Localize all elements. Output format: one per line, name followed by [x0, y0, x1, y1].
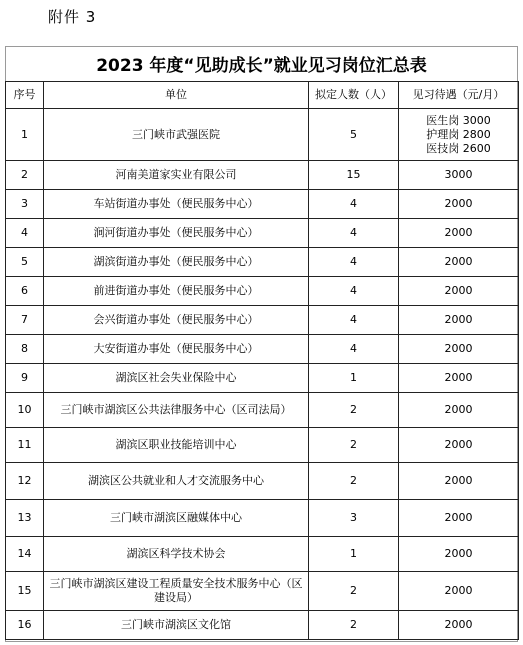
pay-cell — [399, 364, 519, 393]
index-cell: 1 — [6, 109, 44, 161]
index-cell: 7 — [6, 306, 44, 335]
unit-cell: 湖滨街道办事处（便民服务中心） — [44, 248, 309, 277]
count-cell: 1 — [309, 537, 399, 572]
pay-line: 2000 — [444, 584, 473, 597]
table-row — [6, 463, 519, 500]
index-cell: 4 — [6, 219, 44, 248]
pay-line: 2000 — [444, 511, 473, 524]
pay-cell — [399, 161, 519, 190]
count-cell: 2 — [309, 572, 399, 611]
index-cell: 14 — [6, 537, 44, 572]
count-cell: 1 — [309, 364, 399, 393]
pay-line: 医技岗 2600 — [426, 141, 491, 155]
pay-line: 2000 — [444, 342, 473, 355]
pay-cell — [399, 537, 519, 572]
pay-cell — [399, 572, 519, 611]
table-row — [6, 248, 519, 277]
pay-line: 2000 — [444, 474, 473, 487]
index-cell: 10 — [6, 393, 44, 428]
pay-line: 2000 — [444, 371, 473, 384]
count-cell: 4 — [309, 219, 399, 248]
table-row — [6, 219, 519, 248]
count-cell: 2 — [309, 393, 399, 428]
header-count: 拟定人数（人） — [309, 82, 399, 109]
table-row — [6, 306, 519, 335]
unit-cell: 三门峡市湖滨区融媒体中心 — [44, 500, 309, 537]
index-cell: 9 — [6, 364, 44, 393]
internship-table — [5, 81, 519, 640]
pay-line: 3000 — [444, 168, 473, 181]
table-row — [6, 500, 519, 537]
pay-cell — [399, 306, 519, 335]
pay-line: 2000 — [444, 313, 473, 326]
index-cell: 8 — [6, 335, 44, 364]
index-cell: 11 — [6, 428, 44, 463]
table-row — [6, 572, 519, 611]
unit-cell: 涧河街道办事处（便民服务中心） — [44, 219, 309, 248]
index-cell: 2 — [6, 161, 44, 190]
index-cell: 6 — [6, 277, 44, 306]
pay-line: 2000 — [444, 284, 473, 297]
pay-cell — [399, 190, 519, 219]
pay-cell — [399, 611, 519, 640]
table-row — [6, 393, 519, 428]
table-row — [6, 364, 519, 393]
pay-line: 医生岗 3000 — [426, 113, 491, 127]
unit-cell: 三门峡市湖滨区公共法律服务中心（区司法局） — [44, 393, 309, 428]
header-index: 序号 — [6, 82, 44, 109]
pay-cell — [399, 277, 519, 306]
pay-cell — [399, 463, 519, 500]
unit-cell: 湖滨区科学技术协会 — [44, 537, 309, 572]
pay-line: 2000 — [444, 618, 473, 631]
table-header-row — [6, 82, 519, 109]
pay-cell — [399, 335, 519, 364]
count-cell: 2 — [309, 428, 399, 463]
pay-line: 2000 — [444, 547, 473, 560]
pay-cell — [399, 500, 519, 537]
pay-line: 2000 — [444, 438, 473, 451]
index-cell: 15 — [6, 572, 44, 611]
unit-cell: 三门峡市湖滨区文化馆 — [44, 611, 309, 640]
pay-cell — [399, 219, 519, 248]
table-row — [6, 611, 519, 640]
count-cell: 15 — [309, 161, 399, 190]
pay-line: 2000 — [444, 403, 473, 416]
pay-cell — [399, 109, 519, 161]
pay-cell — [399, 248, 519, 277]
page-title: 2023 年度“见助成长”就业见习岗位汇总表 — [96, 56, 427, 76]
count-cell: 4 — [309, 248, 399, 277]
table-row — [6, 537, 519, 572]
count-cell: 4 — [309, 335, 399, 364]
unit-cell: 会兴街道办事处（便民服务中心） — [44, 306, 309, 335]
pay-line: 2000 — [444, 226, 473, 239]
unit-cell: 三门峡市湖滨区建设工程质量安全技术服务中心（区建设局） — [44, 572, 309, 611]
count-cell: 2 — [309, 463, 399, 500]
table-row — [6, 109, 519, 161]
count-cell: 5 — [309, 109, 399, 161]
pay-line: 2000 — [444, 255, 473, 268]
table-row — [6, 277, 519, 306]
pay-cell — [399, 428, 519, 463]
unit-cell: 湖滨区公共就业和人才交流服务中心 — [44, 463, 309, 500]
pay-line: 护理岗 2800 — [426, 127, 491, 141]
count-cell: 4 — [309, 306, 399, 335]
index-cell: 5 — [6, 248, 44, 277]
index-cell: 12 — [6, 463, 44, 500]
index-cell: 13 — [6, 500, 44, 537]
unit-cell: 大安街道办事处（便民服务中心） — [44, 335, 309, 364]
unit-cell: 河南美道家实业有限公司 — [44, 161, 309, 190]
index-cell: 16 — [6, 611, 44, 640]
header-unit: 单位 — [44, 82, 309, 109]
table-row — [6, 428, 519, 463]
table-row — [6, 335, 519, 364]
count-cell: 4 — [309, 190, 399, 219]
pay-cell — [399, 393, 519, 428]
unit-cell: 三门峡市武强医院 — [44, 109, 309, 161]
index-cell: 3 — [6, 190, 44, 219]
unit-cell: 车站街道办事处（便民服务中心） — [44, 190, 309, 219]
pay-line: 2000 — [444, 197, 473, 210]
attachment-label: 附件 3 — [48, 8, 97, 26]
header-pay: 见习待遇（元/月） — [399, 82, 519, 109]
unit-cell: 湖滨区社会失业保险中心 — [44, 364, 309, 393]
unit-cell: 湖滨区职业技能培训中心 — [44, 428, 309, 463]
table-row — [6, 161, 519, 190]
unit-cell: 前进街道办事处（便民服务中心） — [44, 277, 309, 306]
table-row — [6, 190, 519, 219]
count-cell: 4 — [309, 277, 399, 306]
count-cell: 3 — [309, 500, 399, 537]
count-cell: 2 — [309, 611, 399, 640]
table-body — [6, 109, 519, 640]
